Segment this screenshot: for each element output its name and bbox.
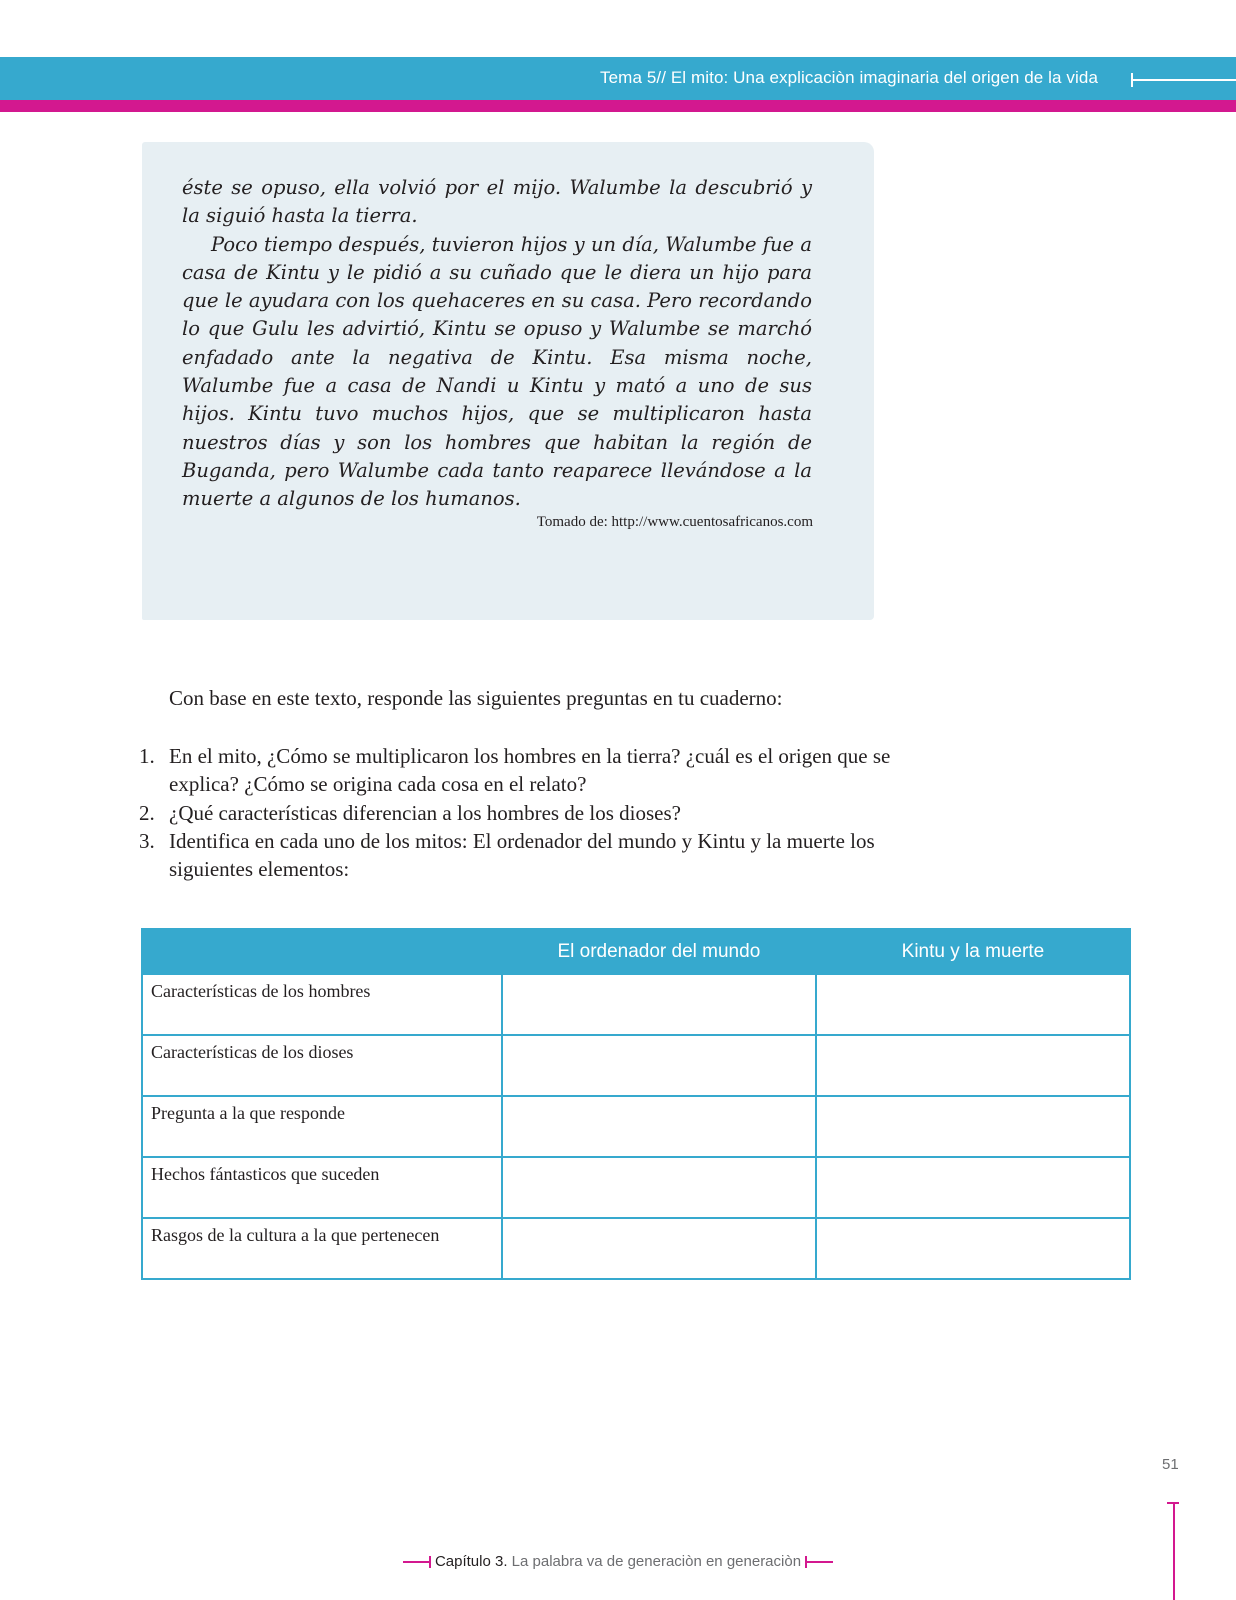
table-header-row: [142, 929, 1130, 974]
row-label: Hechos fántasticos que suceden: [142, 1157, 502, 1218]
table-row: [142, 1035, 1130, 1096]
answer-cell[interactable]: [502, 1218, 816, 1279]
table-header-blank: [142, 929, 502, 974]
question-text: Identifica en cada uno de los mitos: El ordenador del mundo y Kintu y la muerte los siguientes elementos:: [169, 828, 875, 882]
instructions-intro: Con base en este texto, responde las siguientes preguntas en tu cuaderno:: [169, 686, 783, 710]
answer-cell[interactable]: [816, 1218, 1130, 1279]
table-row: [142, 1218, 1130, 1279]
answer-cell[interactable]: [502, 1096, 816, 1157]
question-number: 2.: [139, 800, 155, 825]
page-number: 51: [1162, 1456, 1179, 1473]
answer-cell[interactable]: [816, 1096, 1130, 1157]
page-margin-line: [1173, 1503, 1175, 1600]
table-row: [142, 1157, 1130, 1218]
question-item: [134, 742, 894, 799]
answer-cell[interactable]: [502, 974, 816, 1035]
answer-cell[interactable]: [816, 974, 1130, 1035]
answer-cell[interactable]: [816, 1157, 1130, 1218]
answer-cell[interactable]: [502, 1035, 816, 1096]
reading-paragraph-2: Poco tiempo después, tuvieron hijos y un día, Walumbe fue a casa de Kintu y le pidió a su cuñado que le diera un hijo para que le ayudara con los quehaceres en su casa. Pero recordando lo que Gulu les advirtió, Kintu se opuso y Walumbe se marchó enfadado ante la negativa de Kintu. Esa misma noche, Walumbe fue a casa de Nandi u Kintu y mató a uno de sus hijos. Kintu tuvo muchos hijos, que se multiplicaron hasta nuestros días y son los hombres que habitan la región de Buganda, pero Walumbe cada tanto reaparece llevándose a la muerte a algunos de los humanos.: [182, 232, 812, 511]
footer-right-rule: [805, 1561, 833, 1563]
table-row: [142, 974, 1130, 1035]
row-label: Características de los dioses: [142, 1035, 502, 1096]
question-number: 1.: [139, 744, 155, 768]
header-accent-stripe: [0, 100, 1236, 112]
footer-title: La palabra va de generaciòn en generaciòn: [511, 1553, 802, 1570]
question-text: En el mito, ¿Cómo se multiplicaron los hombres en la tierra? ¿cuál es el origen que se explica? ¿Cómo se origina cada cosa en el relato?: [169, 744, 891, 797]
header-line: [1131, 79, 1236, 81]
reading-paragraph-1: éste se opuso, ella volvió por el mijo. Walumbe la descubrió y la siguió hasta la tierra.: [182, 176, 812, 228]
reading-text: [182, 174, 812, 514]
table-row: [142, 1096, 1130, 1157]
table-header-kintu: Kintu y la muerte: [816, 929, 1130, 974]
footer-chapter: Capítulo 3.: [434, 1553, 508, 1570]
header-title: Tema 5// El mito: Una explicaciòn imaginaria del origen de la vida: [600, 68, 1098, 87]
row-label: Características de los hombres: [142, 974, 502, 1035]
footer-left-rule: [403, 1561, 431, 1563]
question-item: [134, 827, 894, 884]
row-label: Rasgos de la cultura a la que pertenecen: [142, 1218, 502, 1279]
answer-cell[interactable]: [502, 1157, 816, 1218]
row-label: Pregunta a la que responde: [142, 1096, 502, 1157]
question-item: [134, 799, 894, 827]
question-list: [134, 742, 894, 883]
footer: [0, 1553, 1236, 1570]
question-number: 3.: [139, 828, 155, 853]
source-citation: Tomado de: http://www.cuentosafricanos.com: [536, 514, 813, 530]
answer-cell[interactable]: [816, 1035, 1130, 1096]
comparison-table: [141, 928, 1131, 1280]
question-text: ¿Qué características diferencian a los hombres de los dioses?: [169, 800, 681, 825]
table-header-ordenador: El ordenador del mundo: [502, 929, 816, 974]
